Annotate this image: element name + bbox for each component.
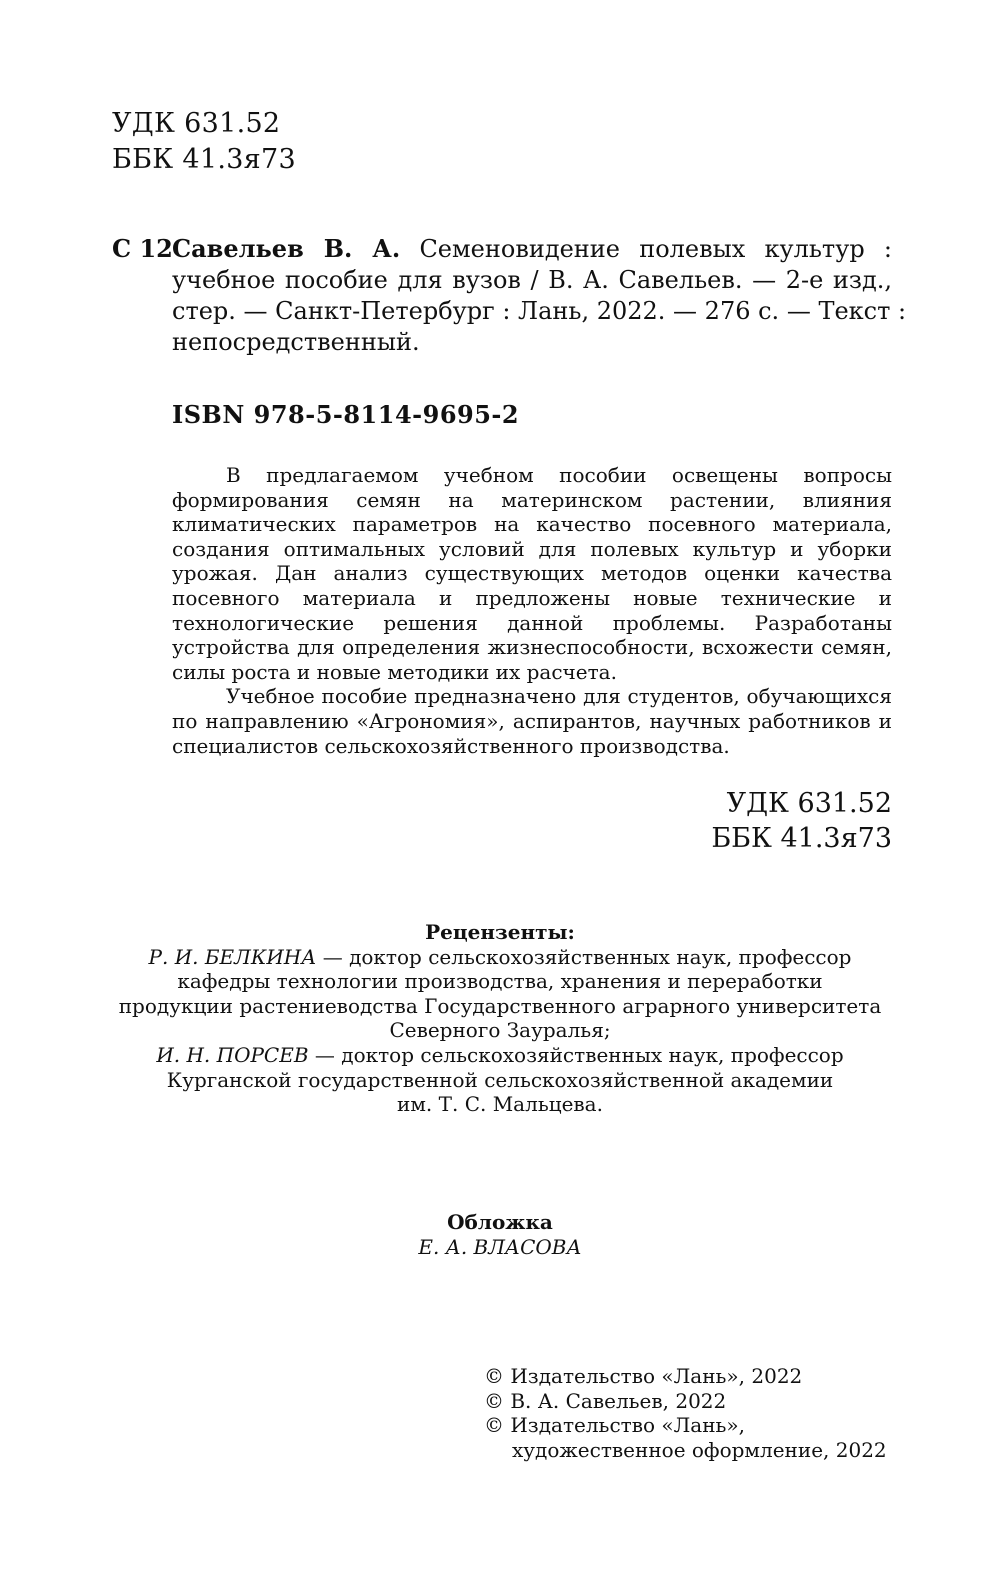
author-name: Савельев В. А. [172, 234, 401, 263]
udk-code-bottom: УДК 631.52 [726, 788, 892, 819]
abstract-line: по направлению «Агрономия», аспирантов, научных работников и [172, 708, 892, 733]
reviewer-1-line [105, 945, 895, 970]
reviewer-2-line: Курганской государственной сельскохозяйственной академии [166, 1067, 834, 1092]
author-sign: С 12 [112, 234, 173, 263]
reviewer-2-title: — доктор сельскохозяйственных наук, профессор [308, 1042, 844, 1067]
bib-line-3: стер. — Санкт-Петербург : Лань, 2022. — 276 с. — Текст : [172, 297, 907, 325]
reviewer-1-line: Северного Зауралья; [389, 1018, 611, 1043]
isbn: ISBN 978-5-8114-9695-2 [172, 400, 520, 429]
abstract-line: Учебное пособие предназначено для студентов, обучающихся [226, 684, 892, 709]
bbk-code-top: ББК 41.3я73 [112, 144, 296, 175]
bbk-code-bottom: ББК 41.3я73 [711, 823, 892, 854]
reviewer-1-line: кафедры технологии производства, хранения и переработки [177, 969, 823, 994]
copyright-line: © В. А. Савельев, 2022 [484, 1388, 727, 1413]
reviewer-1-name: Р. И. БЕЛКИНА [148, 944, 317, 969]
bib-line-4: непосредственный. [172, 328, 420, 356]
udk-code-top: УДК 631.52 [112, 108, 281, 139]
reviewer-2-line [105, 1043, 895, 1068]
abstract [172, 463, 892, 758]
copyright-line: © Издательство «Лань», 2022 [484, 1364, 803, 1388]
reviewer-1-line: продукции растениеводства Государственного аграрного университета [118, 993, 882, 1018]
cover-designer: Е. А. ВЛАСОВА [418, 1234, 582, 1259]
reviewers-block [105, 920, 895, 1117]
bibliographic-description [172, 233, 907, 358]
bib-line-1 [172, 233, 892, 265]
abstract-line: формирования семян на материнском растении, влияния [172, 487, 892, 512]
copyright-line: © Издательство «Лань», [484, 1413, 746, 1438]
abstract-line: технологические решения данной проблемы. Разработаны [172, 610, 892, 635]
abstract-line: устройства для определения жизнеспособности, всхожести семян, [172, 635, 892, 660]
cover-heading: Обложка [447, 1210, 553, 1234]
abstract-line: специалистов сельскохозяйственного производства. [172, 733, 730, 758]
abstract-line: создания оптимальных условий для полевых культур и уборки [172, 536, 892, 561]
copyright-line: художественное оформление, 2022 [512, 1437, 887, 1462]
abstract-line: климатических параметров на качество посевного материала, [172, 512, 892, 537]
bib-line-2: учебное пособие для вузов / В. А. Савельев. — 2-е изд., [172, 266, 892, 294]
abstract-line: урожая. Дан анализ существующих методов оценки качества [172, 561, 892, 586]
reviewer-1-title: — доктор сельскохозяйственных наук, профессор [316, 944, 852, 969]
abstract-line: силы роста и новые методики их расчета. [172, 659, 617, 684]
abstract-line: посевного материала и предложены новые технические и [172, 585, 892, 610]
copyright-block [484, 1364, 887, 1462]
abstract-line: В предлагаемом учебном пособии освещены вопросы [226, 463, 892, 487]
reviewer-2-line: им. Т. С. Мальцева. [397, 1092, 603, 1117]
cover-credit [350, 1210, 650, 1259]
reviewers-heading: Рецензенты: [425, 920, 575, 944]
book-title: Семеновидение полевых культур : [419, 235, 892, 263]
reviewer-2-name: И. Н. ПОРСЕВ [156, 1042, 309, 1067]
